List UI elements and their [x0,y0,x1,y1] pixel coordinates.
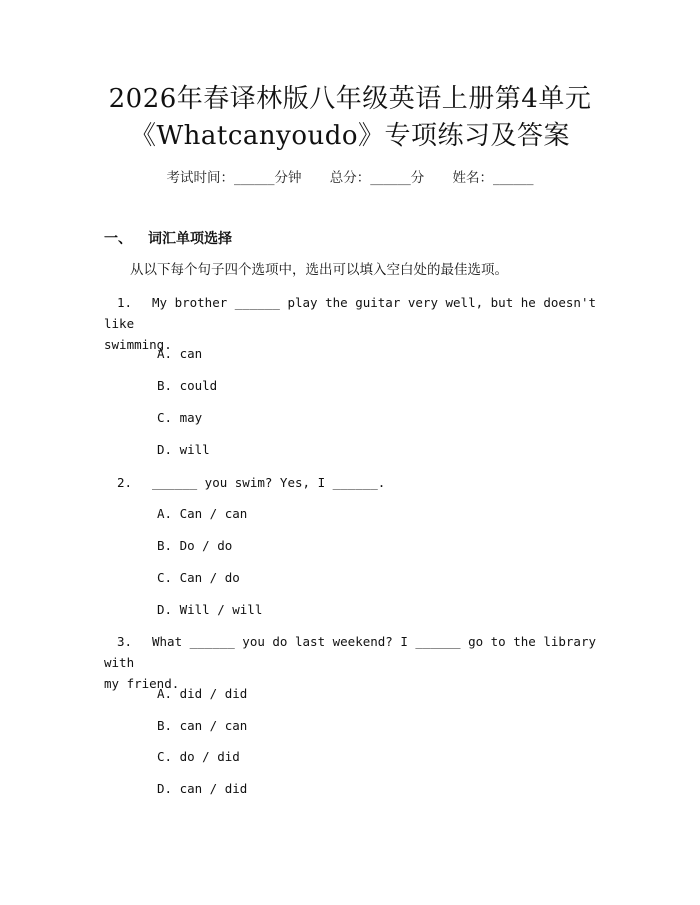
option-3b[interactable]: B. can / can [157,718,248,733]
section-instruction: 从以下每个句子四个选项中，选出可以填入空白处的最佳选项。 [130,262,508,278]
option-3c[interactable]: C. do / did [157,749,240,764]
option-2d[interactable]: D. Will / will [157,602,263,617]
option-2a[interactable]: A. Can / can [157,506,248,521]
exam-time-field: 考试时间：______分钟 [166,170,302,186]
total-score-field: 总分：______分 [329,170,425,186]
exam-info [0,168,700,188]
option-3d[interactable]: D. can / did [157,781,248,796]
option-2c[interactable]: C. Can / do [157,570,240,585]
name-field: 姓名：______ [452,170,534,186]
question-number: 1. [116,295,132,310]
question-text-continued: swimming. [104,337,172,352]
document-title-line2: 《Whatcanyoudo》专项练习及答案 [129,121,571,151]
question-number: 3. [116,634,132,649]
question-text-continued: my friend. [104,676,180,691]
question-text: What ______ you do last weekend? I ______ go to the library with [104,634,597,670]
document-title-line1: 2026年春译林版八年级英语上册第4单元 [108,84,592,114]
question-text: ______ you swim? Yes, I ______. [152,475,386,490]
option-1d[interactable]: D. will [157,442,210,457]
section-number: 一、 [104,231,132,247]
question-number: 2. [116,475,132,490]
option-1c[interactable]: C. may [157,410,203,425]
question-text: My brother ______ play the guitar very well, but he doesn't like [104,295,597,331]
option-3a[interactable]: A. did / did [157,686,248,701]
question-2 [104,472,604,493]
section-heading [104,229,232,249]
option-1a[interactable]: A. can [157,346,203,361]
option-1b[interactable]: B. could [157,378,218,393]
section-title: 词汇单项选择 [148,231,232,247]
option-2b[interactable]: B. Do / do [157,538,233,553]
